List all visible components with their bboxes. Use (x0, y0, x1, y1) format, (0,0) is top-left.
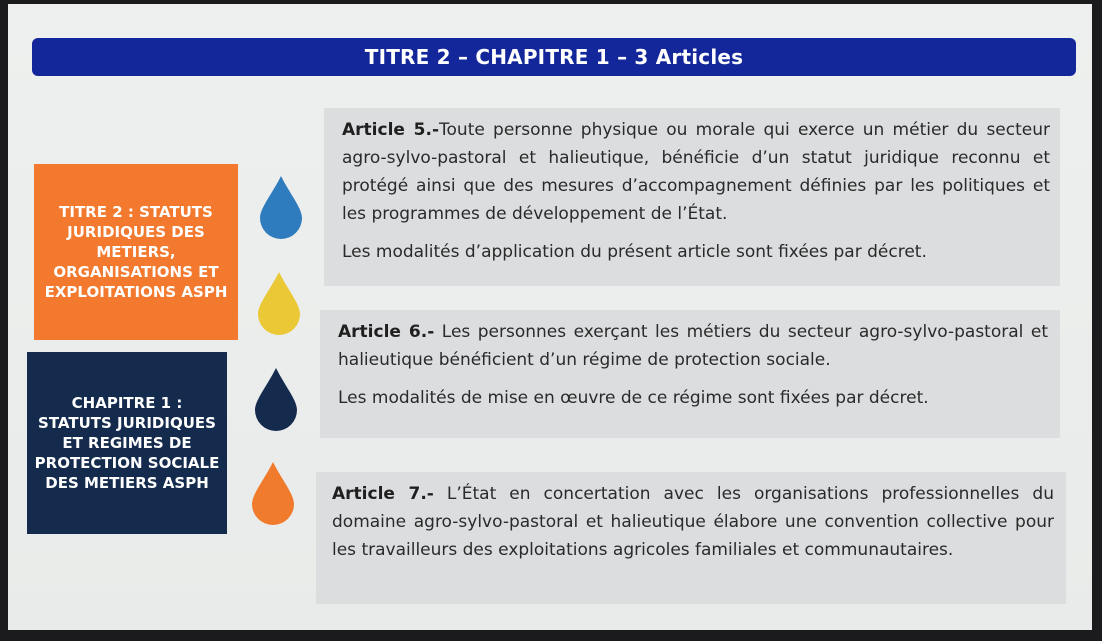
slide-title: TITRE 2 – CHAPITRE 1 – 3 Articles (364, 45, 744, 69)
article-5-note: Les modalités d’application du présent article sont fixées par décret. (342, 242, 927, 262)
titre-box (34, 164, 238, 340)
article-5-text: Toute personne physique ou morale qui exerce un métier du secteur agro-sylvo-pastoral et halieutique, bénéficie d’un statut juridique reconnu et protégé ainsi que des mesures d’accompagnement définies par les politiques et les programmes de développement de l’État. (342, 120, 1050, 224)
chapitre-box-text: CHAPITRE 1 : STATUTS JURIDIQUES ET REGIMES DE PROTECTION SOCIALE DES METIERS ASPH (34, 394, 220, 492)
article-7-body (332, 480, 1054, 564)
slide-title-banner (32, 38, 1076, 76)
article-6-note: Les modalités de mise en œuvre de ce régime sont fixées par décret. (338, 388, 929, 408)
article-7-text: L’État en concertation avec les organisations professionnelles du domaine agro-sylvo-pastoral et halieutique élabore une convention collective pour les travailleurs des exploitations agricoles familiales et communautaires. (332, 484, 1054, 560)
chapitre-box (27, 352, 227, 534)
article-5-label: Article 5.- (342, 120, 440, 140)
orange-drop-icon (250, 460, 296, 526)
slide (8, 4, 1092, 630)
article-6-label: Article 6.- (338, 322, 435, 342)
navy-drop-icon (253, 366, 299, 432)
article-6-body (338, 318, 1048, 374)
blue-drop-icon (258, 174, 304, 240)
titre-box-text: TITRE 2 : STATUTS JURIDIQUES DES METIERS, ORGANISATIONS ET EXPLOITATIONS ASPH (44, 203, 228, 301)
article-6 (320, 310, 1060, 438)
article-7-label: Article 7.- (332, 484, 434, 504)
article-5 (324, 108, 1060, 286)
article-7 (316, 472, 1066, 604)
article-5-body (342, 116, 1050, 228)
article-6-text: Les personnes exerçant les métiers du secteur agro-sylvo-pastoral et halieutique bénéficient d’un régime de protection sociale. (338, 322, 1048, 370)
yellow-drop-icon (256, 270, 302, 336)
